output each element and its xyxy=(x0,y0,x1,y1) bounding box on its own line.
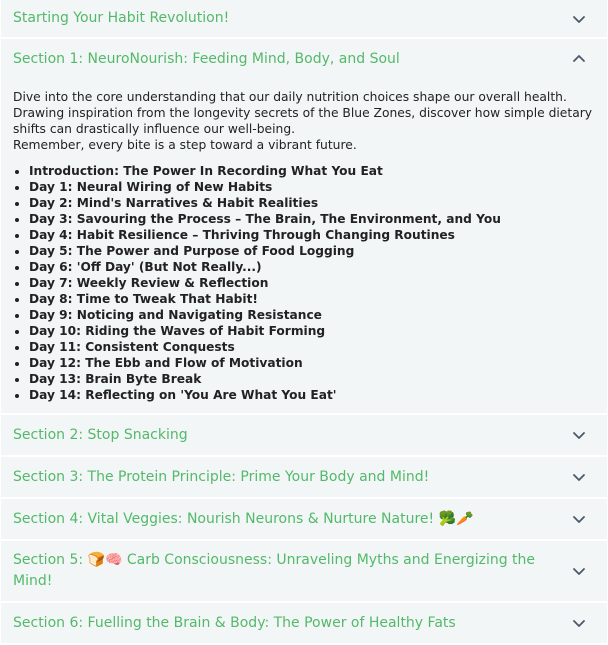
lesson-item[interactable]: • Day 1: Neural Wiring of New Habits xyxy=(29,179,595,195)
chevron-up-icon[interactable] xyxy=(571,51,587,67)
section-5 xyxy=(1,541,607,603)
section-1-header[interactable] xyxy=(1,39,607,79)
lesson-item[interactable]: • Introduction: The Power In Recording What You Eat xyxy=(29,163,595,179)
section-intro-header[interactable] xyxy=(1,0,607,37)
section-title: Section 5: 🍞🧠 Carb Consciousness: Unraveling Myths and Energizing the Mind! xyxy=(13,552,536,589)
lesson-item[interactable]: • Day 6: 'Off Day' (But Not Really...) xyxy=(29,259,595,275)
description-line: Drawing inspiration from the longevity secrets of the Blue Zones, discover how simple dietary shifts can drastically influence our well-being. xyxy=(13,106,593,136)
section-title: Section 4: Vital Veggies: Nourish Neurons & Nurture Nature! 🥦🥕 xyxy=(13,510,474,527)
chevron-down-icon[interactable] xyxy=(571,615,587,631)
chevron-down-icon[interactable] xyxy=(571,511,587,527)
section-1 xyxy=(1,39,607,415)
lesson-item[interactable]: • Day 5: The Power and Purpose of Food Logging xyxy=(29,243,595,259)
lesson-list xyxy=(13,163,595,403)
section-title: Section 1: NeuroNourish: Feeding Mind, Body, and Soul xyxy=(13,50,400,67)
section-title: Section 3: The Protein Principle: Prime Your Body and Mind! xyxy=(13,468,430,485)
lesson-item[interactable]: • Day 4: Habit Resilience – Thriving Through Changing Routines xyxy=(29,227,595,243)
section-1-body xyxy=(1,79,607,413)
section-4-header[interactable] xyxy=(1,499,607,539)
section-6 xyxy=(1,603,607,645)
section-2-header[interactable] xyxy=(1,415,607,455)
lesson-item[interactable]: • Day 13: Brain Byte Break xyxy=(29,371,595,387)
lesson-item[interactable]: • Day 8: Time to Tweak That Habit! xyxy=(29,291,595,307)
section-title: Section 2: Stop Snacking xyxy=(13,426,188,443)
lesson-item[interactable]: • Day 11: Consistent Conquests xyxy=(29,339,595,355)
section-description xyxy=(13,89,595,153)
section-title: Section 6: Fuelling the Brain & Body: The Power of Healthy Fats xyxy=(13,614,456,631)
lesson-item[interactable]: • Day 9: Noticing and Navigating Resistance xyxy=(29,307,595,323)
section-6-header[interactable] xyxy=(1,603,607,643)
chevron-down-icon[interactable] xyxy=(571,11,587,27)
lesson-item[interactable]: • Day 14: Reflecting on 'You Are What You Eat' xyxy=(29,387,595,403)
section-2 xyxy=(1,415,607,457)
section-5-header[interactable] xyxy=(1,541,607,601)
section-3-header[interactable] xyxy=(1,457,607,497)
chevron-down-icon[interactable] xyxy=(571,563,587,579)
chevron-down-icon[interactable] xyxy=(571,469,587,485)
chevron-down-icon[interactable] xyxy=(571,427,587,443)
lesson-item[interactable]: • Day 7: Weekly Review & Reflection xyxy=(29,275,595,291)
description-line: Remember, every bite is a step toward a vibrant future. xyxy=(13,138,357,152)
section-title: Starting Your Habit Revolution! xyxy=(13,10,230,26)
course-accordion xyxy=(1,0,607,645)
section-intro xyxy=(1,0,607,39)
lesson-item[interactable]: • Day 3: Savouring the Process – The Brain, The Environment, and You xyxy=(29,211,595,227)
description-line: Dive into the core understanding that our daily nutrition choices shape our overall health. xyxy=(13,90,567,104)
lesson-item[interactable]: • Day 2: Mind's Narratives & Habit Realities xyxy=(29,195,595,211)
section-4 xyxy=(1,499,607,541)
section-3 xyxy=(1,457,607,499)
lesson-item[interactable]: • Day 12: The Ebb and Flow of Motivation xyxy=(29,355,595,371)
lesson-item[interactable]: • Day 10: Riding the Waves of Habit Forming xyxy=(29,323,595,339)
